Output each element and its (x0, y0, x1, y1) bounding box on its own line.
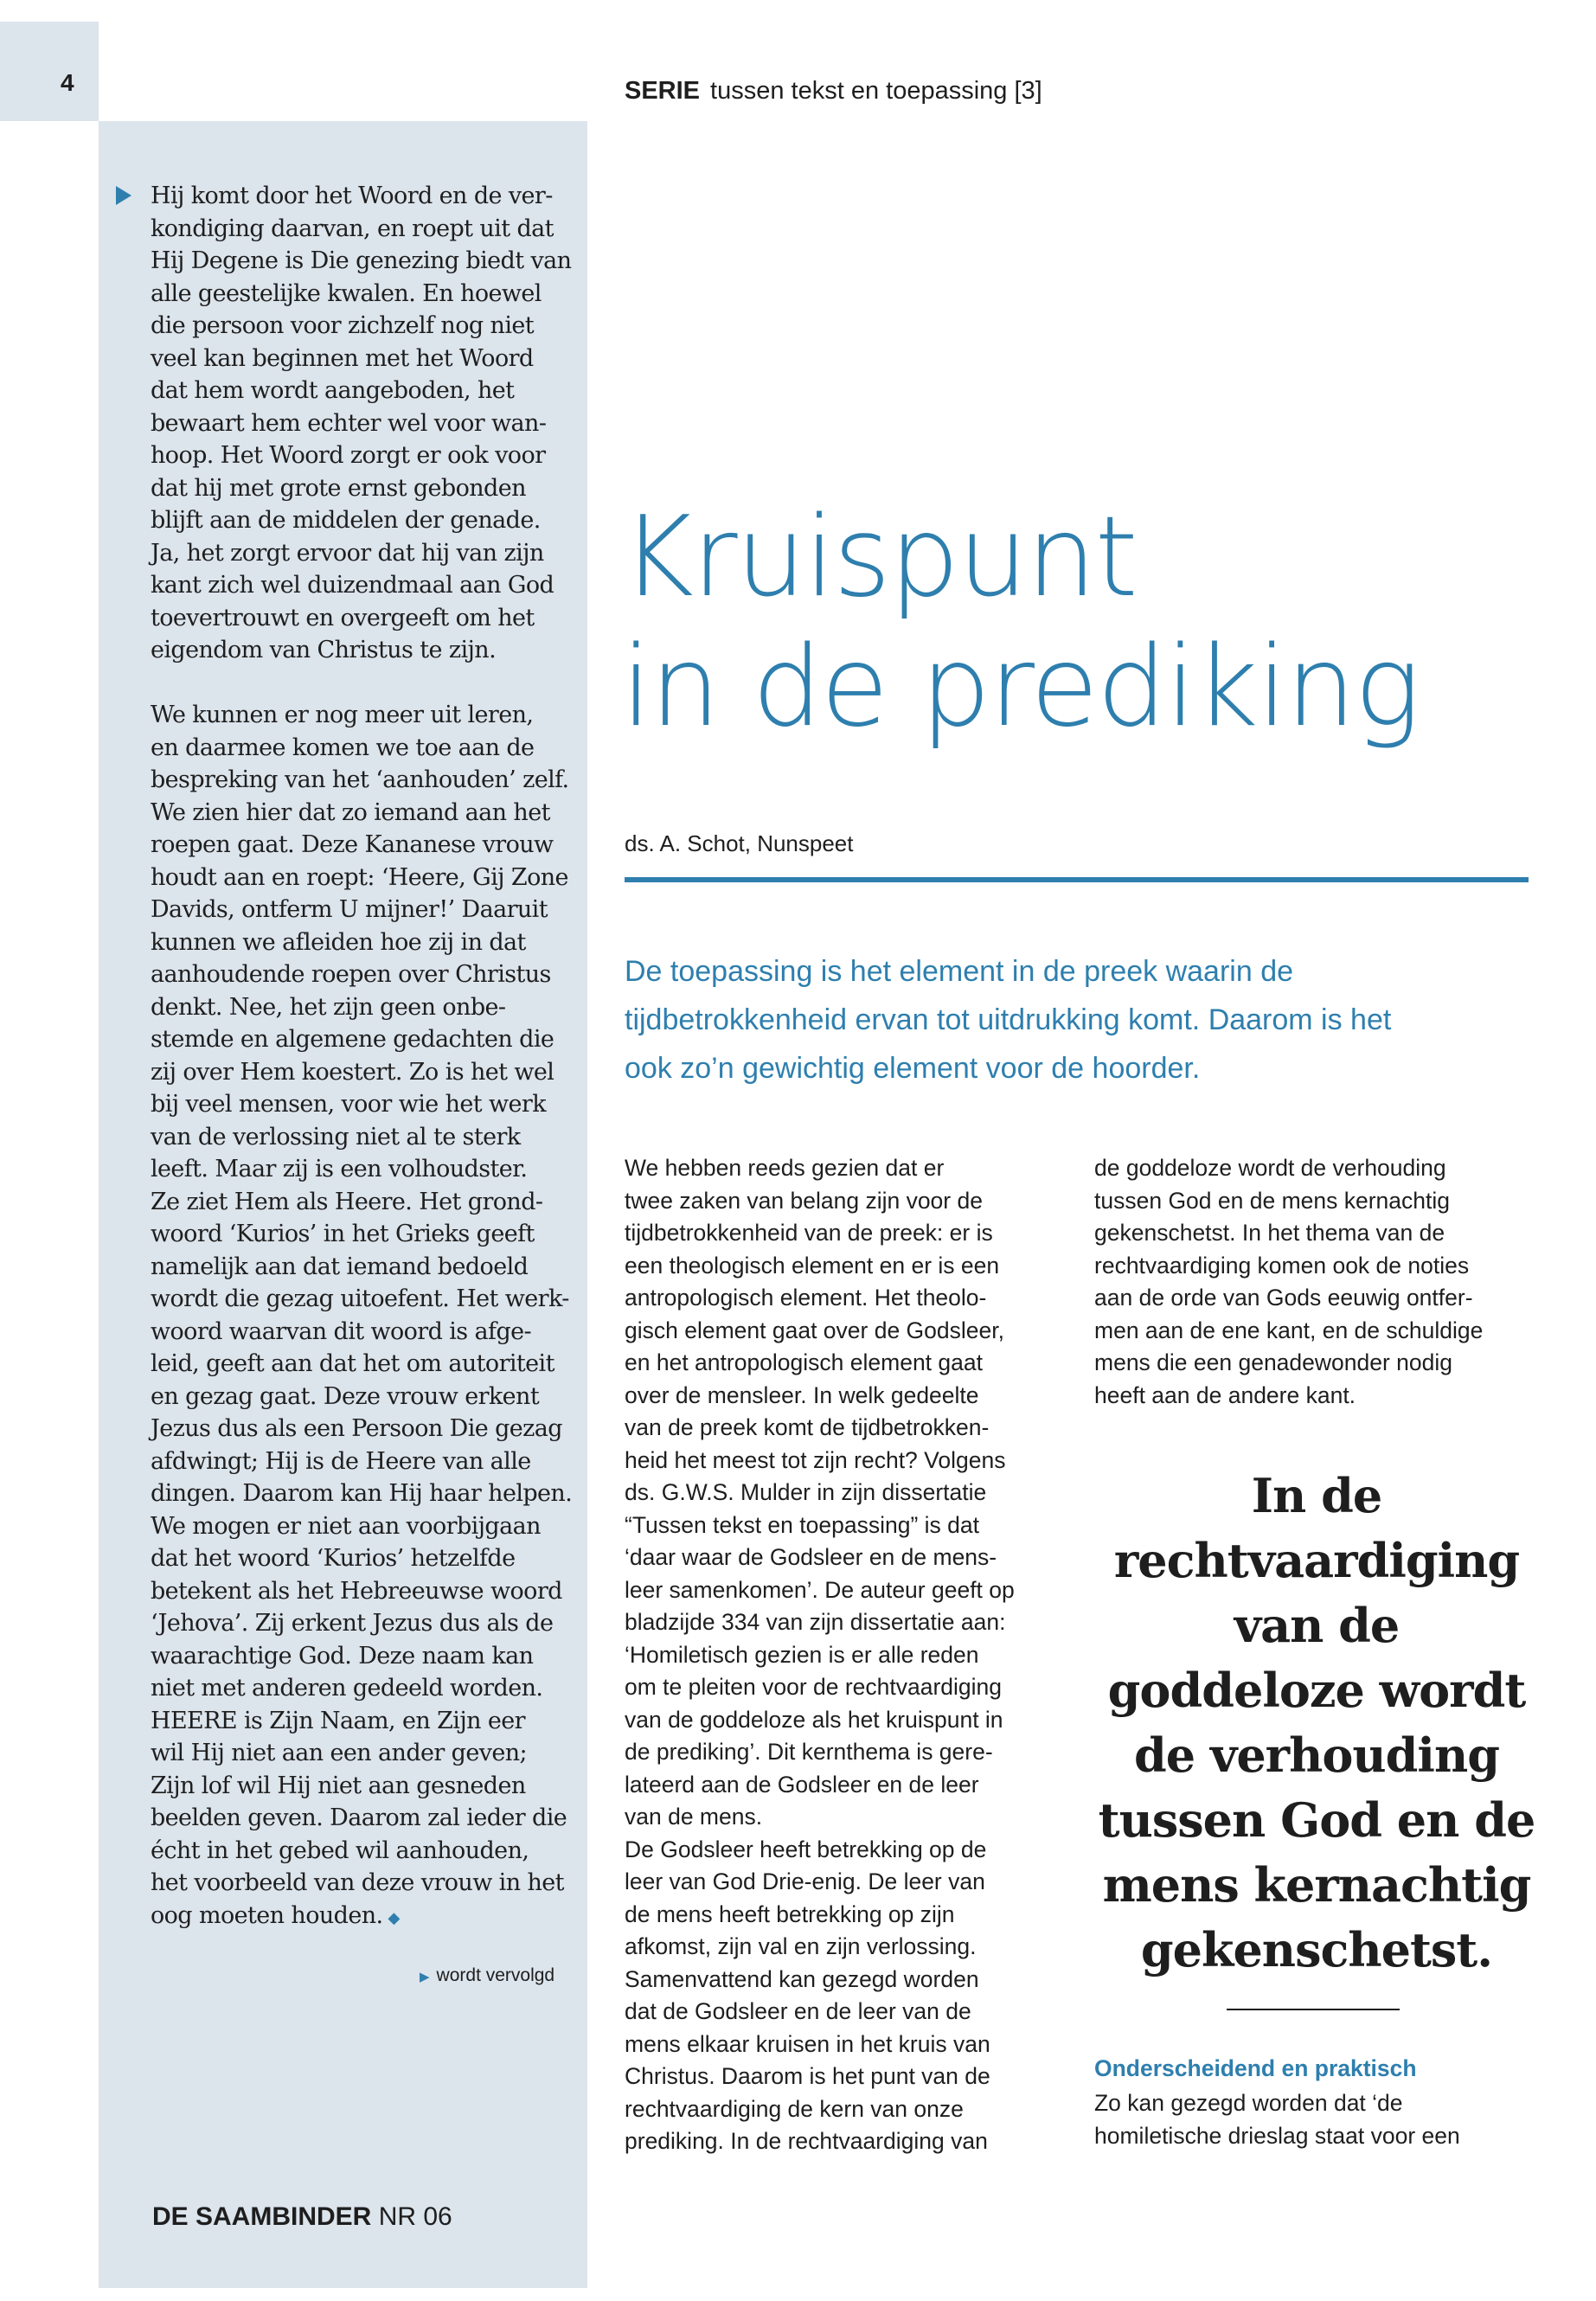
sidebar-line-text: van de verlossing niet al te sterk (151, 1123, 521, 1150)
body-line: dat de Godsleer en de leer van de (625, 1998, 971, 2024)
sidebar-line-text: Davids, ontferm U mijner!’ Daaruit (151, 896, 548, 923)
end-diamond-icon: ◆ (388, 1908, 400, 1927)
sidebar-line (151, 180, 570, 213)
sidebar-line (151, 1867, 570, 1900)
sidebar-line-text: veel kan beginnen met het Woord (151, 344, 534, 372)
body-line: homiletische drieslag staat voor een (1094, 2122, 1460, 2149)
sidebar-line-text: bespreking van het ‘aanhouden’ zelf. (151, 766, 569, 793)
pull-quote-line: rechtvaardiging (1113, 1533, 1520, 1588)
sidebar-line (151, 1445, 570, 1478)
sidebar-line (151, 829, 570, 862)
sidebar-line (151, 504, 570, 537)
sidebar-line-text: die persoon voor zichzelf nog niet (151, 312, 534, 339)
sidebar-line (151, 699, 570, 732)
body-line: Zo kan gezegd worden dat ‘de (1094, 2090, 1403, 2116)
pull-quote-line: mens kernachtig (1102, 1857, 1531, 1913)
continued-label: wordt vervolgd (436, 1965, 555, 1985)
sidebar-line (151, 1023, 570, 1056)
sidebar-line (151, 602, 570, 635)
sidebar-line (151, 1900, 570, 1935)
magazine-name: DE SAAMBINDER (152, 2202, 372, 2231)
sidebar-line-text: woord waarvan dit woord is afge- (151, 1317, 532, 1345)
body-line: rechtvaardiging de kern van onze (625, 2095, 964, 2122)
sidebar-line (151, 407, 570, 440)
sidebar-line (151, 310, 570, 343)
sidebar-line-text: niet met anderen gedeeld worden. (151, 1675, 543, 1702)
sidebar-line (151, 1283, 570, 1316)
sidebar-line (151, 764, 570, 797)
body-line: tijdbetrokkenheid van de preek: er is (625, 1220, 993, 1246)
sidebar-line-text: kondiging daarvan, en roept uit dat (151, 215, 554, 242)
body-line: om te pleiten voor de rechtvaardiging (625, 1674, 1003, 1700)
sidebar-line-text: leid, geeft aan dat het om autoriteit (151, 1350, 554, 1377)
sidebar-line-text: wordt die gezag uitoefent. Het werk- (151, 1285, 569, 1312)
sidebar-line-text: Ze ziet Hem als Heere. Het grond- (151, 1188, 543, 1215)
sidebar-line-text: We zien hier dat zo iemand aan het (151, 798, 550, 826)
body-line: mens die een genadewonder nodig (1094, 1349, 1453, 1375)
pull-quote-line: de verhouding (1134, 1727, 1499, 1783)
sidebar-line-text: kant zich wel duizendmaal aan God (151, 572, 554, 599)
body-line: heid het meest tot zijn recht? Volgens (625, 1446, 1006, 1473)
body-line: prediking. In de rechtvaardiging van (625, 2128, 988, 2154)
body-column-right (1094, 1152, 1544, 1412)
sidebar-line-text: ‘Jehova’. Zij erkent Jezus dus als de (151, 1610, 554, 1637)
sidebar-line-text: betekent als het Hebreeuwse woord (151, 1577, 562, 1605)
sidebar-line (151, 991, 570, 1024)
body-line: rechtvaardiging komen ook de noties (1094, 1252, 1470, 1279)
body-line: de mens heeft betrekking op zijn (625, 1900, 955, 1927)
sidebar-line-text: leeft. Maar zij is een volhoudster. (151, 1156, 528, 1183)
sidebar-line-text: houdt aan en roept: ‘Heere, Gij Zone (151, 863, 568, 891)
sidebar-line-text: bewaart hem echter wel voor wan- (151, 409, 547, 437)
body-line: men aan de ene kant, en de schuldige (1094, 1317, 1484, 1343)
body-line: de prediking’. Dit kernthema is gere- (625, 1739, 993, 1765)
sidebar-line (151, 343, 570, 375)
body-line: van de mens. (625, 1804, 763, 1830)
sidebar-line (151, 1477, 573, 1510)
sidebar-text (151, 180, 573, 1934)
sidebar-line-text: namelijk aan dat iemand bedoeld (151, 1253, 529, 1280)
sidebar-line-text: wil Hij niet aan een ander geven; (151, 1740, 528, 1766)
pull-quote (1092, 1464, 1542, 1983)
intro-line: tijdbetrokkenheid ervan tot uitdrukking komt. Daarom is het (625, 1003, 1392, 1036)
body-line: de goddeloze wordt de verhouding (1094, 1155, 1446, 1181)
section-subhead: Onderscheidend en praktisch (1094, 2055, 1417, 2081)
pull-quote-line: van de (1234, 1598, 1400, 1653)
sidebar-line (151, 1218, 570, 1251)
sidebar-line (151, 1186, 570, 1219)
page-number: 4 (61, 69, 74, 96)
sidebar-line-text: en daarmee komen we toe aan de (151, 734, 535, 761)
body-line: leer van God Drie-enig. De leer van (625, 1868, 985, 1894)
body-line: bladzijde 334 van zijn dissertatie aan: (625, 1609, 1006, 1635)
sidebar-line-text: alle geestelijke kwalen. En hoewel (151, 279, 542, 307)
sidebar-line-text: woord ‘Kurios’ in het Grieks geeft (151, 1221, 535, 1247)
sidebar-line (151, 958, 570, 991)
sidebar-line (151, 1056, 570, 1089)
sidebar-line-text: écht in het gebed wil aanhouden, (151, 1836, 529, 1864)
body-line: tussen God en de mens kernachtig (1094, 1187, 1450, 1214)
triangle-bullet-icon (116, 186, 131, 205)
intro-lead (625, 947, 1542, 1093)
sidebar-line (151, 1088, 570, 1121)
pull-quote-divider (1227, 2009, 1400, 2010)
sidebar-line (151, 1153, 570, 1186)
header-subtitle: tussen tekst en toepassing [3] (710, 77, 1042, 105)
body-line: heeft aan de andere kant. (1094, 1381, 1356, 1408)
body-line: en het antropologisch element gaat (625, 1349, 983, 1375)
sidebar-line (151, 1251, 570, 1284)
body-line: gisch element gaat over de Godsleer, (625, 1317, 1004, 1343)
header-series: SERIE (625, 77, 701, 105)
body-line: leer samenkomen’. De auteur geeft op (625, 1576, 1015, 1603)
sidebar-line-text: Hij Degene is Die genezing biedt van (151, 247, 572, 274)
body-column-right-continued (1094, 2087, 1544, 2152)
body-line: lateerd aan de Godsleer en de leer (625, 1771, 979, 1798)
sidebar-line (151, 926, 570, 959)
pull-quote-line: In de (1251, 1468, 1382, 1523)
body-line: een theologisch element en er is een (625, 1252, 1000, 1279)
sidebar-line (151, 1542, 570, 1575)
sidebar-line (151, 862, 570, 894)
footer-magazine (152, 2202, 452, 2232)
body-line: We hebben reeds gezien dat er (625, 1155, 945, 1181)
sidebar-line-text: Zijn lof wil Hij niet aan gesneden (151, 1772, 526, 1799)
sidebar-line-text: dingen. Daarom kan Hij haar helpen. (151, 1480, 573, 1507)
body-line: aan de orde van Gods eeuwig ontfer- (1094, 1285, 1473, 1311)
sidebar-line (151, 1413, 570, 1445)
sidebar-line (151, 1510, 570, 1543)
byline: ds. A. Schot, Nunspeet (625, 830, 854, 856)
title-divider (625, 877, 1529, 882)
body-line: antropologisch element. Het theolo- (625, 1285, 987, 1311)
sidebar-line (151, 1121, 570, 1154)
sidebar-line (151, 1672, 570, 1705)
body-line: gekenschetst. In het thema van de (1094, 1220, 1445, 1246)
sidebar-line (151, 1607, 570, 1640)
body-line: De Godsleer heeft betrekking op de (625, 1836, 987, 1862)
sidebar-line-text: kunnen we afleiden hoe zij in dat (151, 928, 526, 956)
sidebar-line (151, 1705, 570, 1738)
body-line: “Tussen tekst en toepassing” is dat (625, 1511, 979, 1538)
title-line: in de prediking (621, 623, 1420, 752)
sidebar-line (151, 472, 570, 505)
title-line: Kruispunt (621, 493, 1137, 622)
sidebar-line-text: zij over Hem koestert. Zo is het wel (151, 1058, 554, 1086)
sidebar-line (151, 1348, 570, 1381)
sidebar-line (151, 213, 570, 246)
sidebar-line (151, 1770, 570, 1803)
sidebar-line (151, 732, 570, 765)
sidebar-line (151, 245, 570, 278)
sidebar-line-text: denkt. Nee, het zijn geen onbe- (151, 993, 506, 1021)
sidebar-line-text: toevertrouwt en overgeeft om het (151, 604, 535, 631)
continued-note (420, 1965, 554, 1986)
body-column-mid (625, 1152, 1057, 2158)
sidebar-line (151, 1835, 570, 1868)
sidebar-line-text: beelden geven. Daarom zal ieder die (151, 1804, 567, 1831)
sidebar-line (151, 1640, 570, 1673)
sidebar-line (151, 569, 570, 602)
body-line: afkomst, zijn val en zijn verlossing. (625, 1933, 977, 1959)
sidebar-line-text: aanhoudende roepen over Christus (151, 961, 551, 988)
sidebar-line-text: Ja, het zorgt ervoor dat hij van zijn (151, 539, 544, 567)
body-line: ‘daar waar de Godsleer en de mens- (625, 1544, 997, 1570)
pull-quote-line: goddeloze wordt (1107, 1663, 1526, 1718)
sidebar-line (151, 894, 570, 926)
body-line: mens elkaar kruisen in het kruis van (625, 2030, 990, 2057)
sidebar-line (151, 797, 570, 830)
sidebar-line-text: We kunnen er nog meer uit leren, (151, 702, 534, 728)
sidebar-line-text: stemde en algemene gedachten die (151, 1026, 554, 1053)
running-header (625, 77, 1042, 106)
intro-line: De toepassing is het element in de preek waarin de (625, 955, 1294, 988)
sidebar-line-text: blijft aan de middelen der genade. (151, 507, 541, 534)
sidebar-line-text: het voorbeeld van deze vrouw in het (151, 1869, 564, 1896)
sidebar-line-text: waarachtige God. Deze naam kan (151, 1642, 534, 1670)
body-line: van de preek komt de tijdbetrokken- (625, 1414, 990, 1440)
sidebar-line-text: We mogen er niet aan voorbijgaan (151, 1512, 541, 1540)
article-title (621, 493, 1419, 753)
sidebar-line-text: dat het woord ‘Kurios’ hetzelfde (151, 1545, 516, 1572)
sidebar-line-text: dat hem wordt aangeboden, het (151, 377, 515, 404)
sidebar-line-text: Hij komt door het Woord en de ver- (151, 183, 553, 209)
sidebar-line-text: oog moeten houden. (151, 1901, 383, 1929)
body-line: ds. G.W.S. Mulder in zijn dissertatie (625, 1479, 987, 1505)
body-line: Christus. Daarom is het punt van de (625, 2063, 990, 2089)
sidebar-line-text: hoop. Het Woord zorgt er ook voor (151, 442, 546, 469)
sidebar-line (151, 1575, 570, 1608)
pull-quote-line: tussen God en de (1098, 1792, 1535, 1848)
page-number-box (0, 22, 99, 121)
sidebar-line-text: roepen gaat. Deze Kananese vrouw (151, 831, 554, 858)
body-line: over de mensleer. In welk gedeelte (625, 1381, 979, 1408)
paragraph-gap (151, 667, 570, 700)
sidebar-line-text: HEERE is Zijn Naam, en Zijn eer (151, 1707, 525, 1734)
sidebar-line (151, 537, 570, 570)
sidebar-line (151, 439, 570, 472)
sidebar-line (151, 375, 570, 407)
sidebar-line (151, 1381, 570, 1413)
intro-line: ook zo’n gewichtig element voor de hoorder. (625, 1052, 1201, 1085)
sidebar-line-text: Jezus dus als een Persoon Die gezag (151, 1415, 562, 1442)
body-line: Samenvattend kan gezegd worden (625, 1965, 979, 1992)
sidebar-line (151, 1316, 570, 1349)
body-line: ‘Homiletisch gezien is er alle reden (625, 1641, 979, 1668)
triangle-right-icon: ▶ (420, 1970, 430, 1984)
sidebar-line (151, 634, 570, 667)
sidebar-line-text: bij veel mensen, voor wie het werk (151, 1091, 546, 1118)
issue-number: NR 06 (378, 2202, 452, 2231)
pull-quote-line: gekenschetst. (1140, 1922, 1493, 1977)
sidebar-line (151, 278, 570, 311)
sidebar-line-text: afdwingt; Hij is de Heere van alle (151, 1447, 531, 1475)
body-line: van de goddeloze als het kruispunt in (625, 1706, 1003, 1733)
sidebar-line-text: dat hij met grote ernst gebonden (151, 474, 526, 502)
sidebar-line-text: eigendom van Christus te zijn. (151, 637, 497, 663)
sidebar-line (151, 1737, 570, 1770)
body-line: twee zaken van belang zijn voor de (625, 1187, 983, 1214)
sidebar-line (151, 1802, 570, 1835)
sidebar-line-text: en gezag gaat. Deze vrouw erkent (151, 1382, 540, 1410)
